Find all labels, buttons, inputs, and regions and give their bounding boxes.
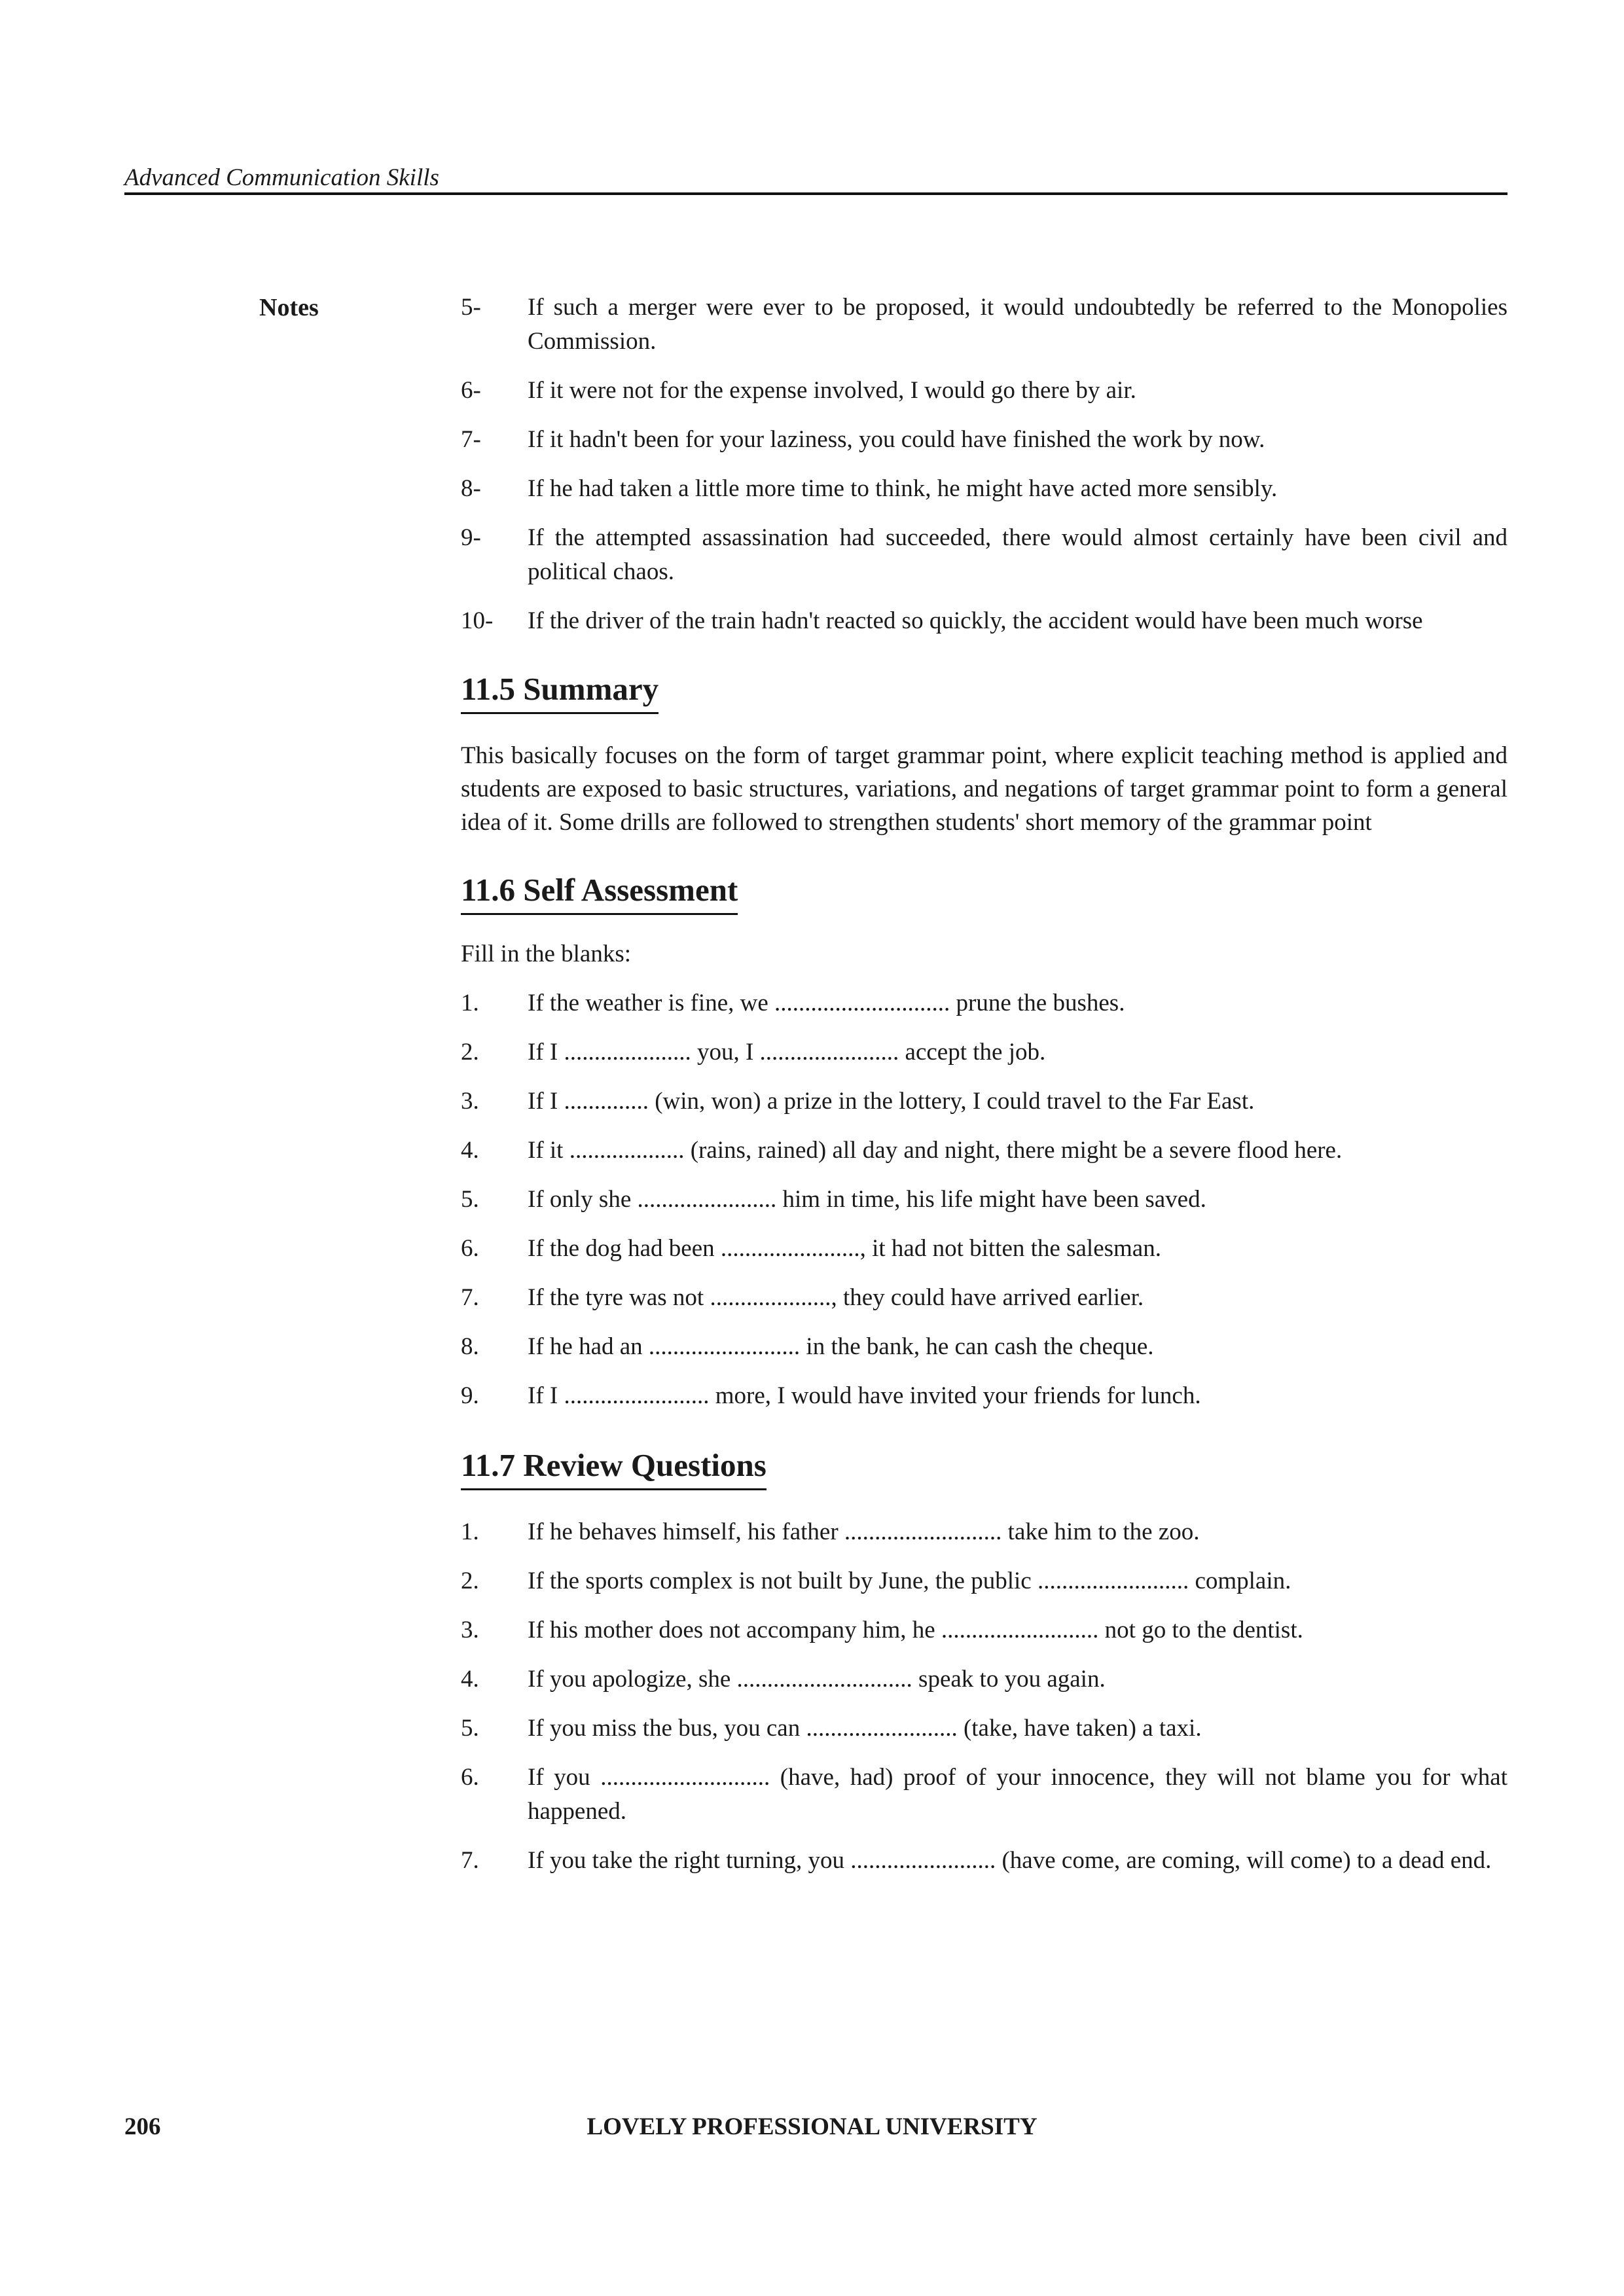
item-text: If I ........................ more, I would have invited your friends for lunch. xyxy=(528,1382,1201,1409)
item-number: 5- xyxy=(461,294,481,321)
item-text: If the driver of the train hadn't reacted so quickly, the accident would have been much worse xyxy=(528,607,1423,634)
running-header xyxy=(124,161,1507,195)
list-item xyxy=(461,374,1507,408)
item-number: 3. xyxy=(461,1088,479,1115)
item-text: If he behaves himself, his father .......................... take him to the zoo. xyxy=(528,1518,1200,1545)
notes-label: Notes xyxy=(259,294,319,321)
item-text: If it ................... (rains, rained) all day and night, there might be a severe flood here. xyxy=(528,1137,1343,1164)
section-heading-review-questions xyxy=(461,1444,1507,1490)
item-number: 4. xyxy=(461,1137,479,1164)
item-number: 6. xyxy=(461,1235,479,1262)
instruction-text: Fill in the blanks: xyxy=(461,941,632,967)
item-number: 10- xyxy=(461,607,494,634)
list-item xyxy=(461,1085,1507,1119)
list-item xyxy=(461,986,1507,1020)
item-text: If such a merger were ever to be proposed, it would undoubtedly be referred to the Monopolies Commission. xyxy=(528,294,1507,355)
list-item xyxy=(461,604,1507,638)
item-text: If only she ....................... him in time, his life might have been saved. xyxy=(528,1186,1206,1213)
list-item xyxy=(461,1844,1507,1878)
list-item xyxy=(461,1183,1507,1217)
item-text: If he had an ......................... in the bank, he can cash the cheque. xyxy=(528,1333,1154,1360)
item-number: 5. xyxy=(461,1186,479,1213)
summary-paragraph: This basically focuses on the form of target grammar point, where explicit teaching method is applied and students are exposed to basic structures, variations, and negations of target grammar point to form a general idea of it. Some drills are followed to strengthen students' short memory of the grammar point xyxy=(461,742,1507,836)
item-number: 4. xyxy=(461,1666,479,1693)
footer-university: LOVELY PROFESSIONAL UNIVERSITY xyxy=(586,2113,1038,2140)
self-assessment-list xyxy=(461,986,1507,1413)
item-number: 9- xyxy=(461,524,481,551)
continued-list xyxy=(461,291,1507,638)
item-text: If the attempted assassination had succeeded, there would almost certainly have been civil and political chaos. xyxy=(528,524,1507,585)
item-text: If it hadn't been for your laziness, you could have finished the work by now. xyxy=(528,426,1265,453)
item-text: If the dog had been ......................., it had not bitten the salesman. xyxy=(528,1235,1161,1262)
section-title: 11.7 Review Questions xyxy=(461,1444,767,1490)
list-item xyxy=(461,1035,1507,1069)
item-text: If the sports complex is not built by June, the public ......................... complain. xyxy=(528,1568,1291,1594)
section-heading-summary xyxy=(461,668,1507,714)
list-item xyxy=(461,1330,1507,1364)
item-text: If it were not for the expense involved, I would go there by air. xyxy=(528,377,1136,404)
item-number: 8- xyxy=(461,475,481,502)
list-item xyxy=(461,1564,1507,1598)
item-number: 7. xyxy=(461,1284,479,1311)
list-item xyxy=(461,1662,1507,1696)
item-text: If you miss the bus, you can ......................... (take, have taken) a taxi. xyxy=(528,1715,1202,1742)
main-content xyxy=(461,291,1507,1878)
section-title: 11.6 Self Assessment xyxy=(461,869,738,915)
list-item xyxy=(461,1761,1507,1829)
item-text: If I .............. (win, won) a prize in the lottery, I could travel to the Far East. xyxy=(528,1088,1255,1115)
item-text: If his mother does not accompany him, he .......................... not go to the dentist. xyxy=(528,1617,1303,1643)
review-questions-list xyxy=(461,1515,1507,1878)
list-item xyxy=(461,1134,1507,1168)
item-number: 1. xyxy=(461,990,479,1016)
list-item xyxy=(461,521,1507,589)
item-number: 7. xyxy=(461,1847,479,1874)
page-number: 206 xyxy=(124,2113,161,2140)
header-title: Advanced Communication Skills xyxy=(124,164,439,191)
item-text: If I ..................... you, I ....................... accept the job. xyxy=(528,1039,1046,1066)
item-number: 8. xyxy=(461,1333,479,1360)
list-item xyxy=(461,1379,1507,1413)
list-item xyxy=(461,291,1507,359)
item-number: 5. xyxy=(461,1715,479,1742)
section-heading-self-assessment xyxy=(461,869,1507,915)
list-item xyxy=(461,423,1507,457)
item-number: 2. xyxy=(461,1568,479,1594)
header-divider xyxy=(124,192,1507,195)
item-number: 1. xyxy=(461,1518,479,1545)
item-text: If the weather is fine, we ............................. prune the bushes. xyxy=(528,990,1125,1016)
item-number: 7- xyxy=(461,426,481,453)
item-number: 6- xyxy=(461,377,481,404)
item-text: If you ............................ (have, had) proof of your innocence, they will not blame you for what happened. xyxy=(528,1764,1507,1825)
item-text: If you apologize, she ............................. speak to you again. xyxy=(528,1666,1106,1693)
item-text: If he had taken a little more time to think, he might have acted more sensibly. xyxy=(528,475,1278,502)
list-item xyxy=(461,1613,1507,1647)
item-number: 6. xyxy=(461,1764,479,1791)
item-number: 9. xyxy=(461,1382,479,1409)
list-item xyxy=(461,1515,1507,1549)
section-title: 11.5 Summary xyxy=(461,668,659,714)
item-number: 3. xyxy=(461,1617,479,1643)
list-item xyxy=(461,472,1507,506)
list-item xyxy=(461,1232,1507,1266)
item-number: 2. xyxy=(461,1039,479,1066)
item-text: If you take the right turning, you ........................ (have come, are coming, will come) to a dead end. xyxy=(528,1847,1492,1874)
list-item xyxy=(461,1712,1507,1746)
list-item xyxy=(461,1281,1507,1315)
item-text: If the tyre was not ...................., they could have arrived earlier. xyxy=(528,1284,1144,1311)
